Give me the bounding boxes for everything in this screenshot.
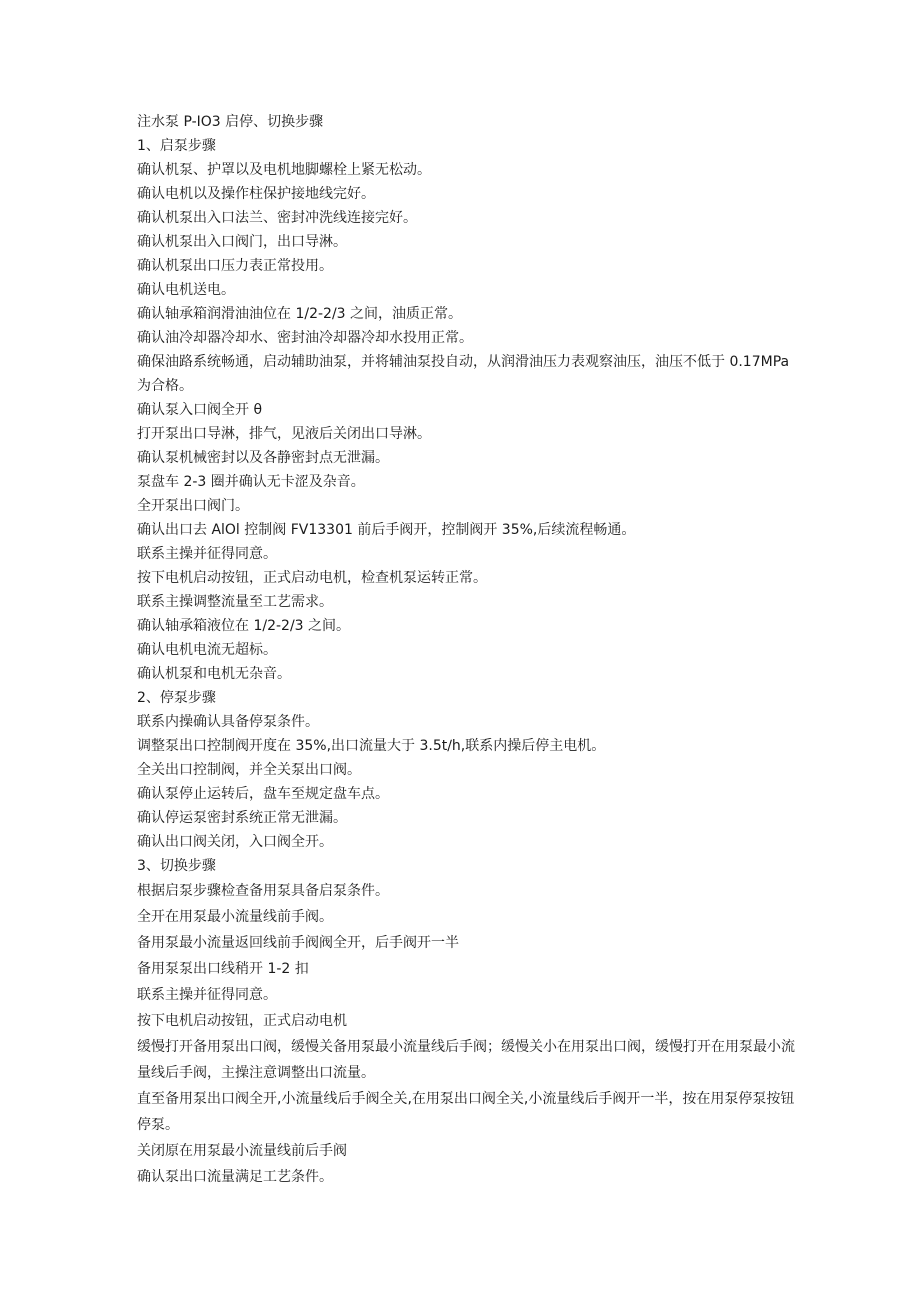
step-line: 确认电机送电。 bbox=[137, 282, 235, 298]
document-title: 注水泵 P-IO3 启停、切换步骤 bbox=[137, 114, 324, 130]
step-line: 确认泵停止运转后，盘车至规定盘车点。 bbox=[137, 786, 389, 802]
step-line: 确认泵出口流量满足工艺条件。 bbox=[137, 1169, 333, 1185]
step-line: 确认出口阀关闭，入口阀全开。 bbox=[137, 834, 333, 850]
step-line: 备用泵最小流量返回线前手阀阀全开，后手阀开一半 bbox=[137, 935, 459, 951]
section-heading-switch: 3、切换步骤 bbox=[137, 858, 216, 874]
step-line: 全关出口控制阀，并全关泵出口阀。 bbox=[137, 762, 361, 778]
step-line: 确认出口去 AlOl 控制阀 FV13301 前后手阀开，控制阀开 35%,后续流程畅通。 bbox=[137, 522, 636, 538]
step-line: 调整泵出口控制阀开度在 35%,出口流量大于 3.5t∕h,联系内操后停主电机。 bbox=[137, 738, 606, 754]
step-line: 确认机泵出入口阀门，出口导淋。 bbox=[137, 234, 347, 250]
step-line: 根据启泵步骤检查备用泵具备启泵条件。 bbox=[137, 883, 389, 899]
section-heading-stop: 2、停泵步骤 bbox=[137, 690, 216, 706]
step-line: 泵盘车 2-3 圈并确认无卡涩及杂音。 bbox=[137, 474, 365, 490]
step-line: 确认机泵、护罩以及电机地脚螺栓上紧无松动。 bbox=[137, 162, 431, 178]
step-line: 缓慢打开备用泵出口阀，缓慢关备用泵最小流量线后手阀；缓慢关小在用泵出口阀，缓慢打开在用泵最小流量线后手阀，主操注意调整出口流量。 bbox=[137, 1039, 795, 1081]
step-line: 确认停运泵密封系统正常无泄漏。 bbox=[137, 810, 347, 826]
step-line: 备用泵泵出口线稍开 1-2 扣 bbox=[137, 961, 309, 977]
section-heading-start: 1、启泵步骤 bbox=[137, 138, 216, 154]
step-line: 全开在用泵最小流量线前手阀。 bbox=[137, 909, 333, 925]
step-line: 联系内操确认具备停泵条件。 bbox=[137, 714, 319, 730]
step-line: 关闭原在用泵最小流量线前后手阀 bbox=[137, 1143, 347, 1159]
step-line: 打开泵出口导淋，排气，见液后关闭出口导淋。 bbox=[137, 426, 431, 442]
document-body bbox=[137, 110, 797, 1190]
step-line: 联系主操并征得同意。 bbox=[137, 987, 277, 1003]
step-line: 确认电机以及操作柱保护接地线完好。 bbox=[137, 186, 375, 202]
step-line: 确认机泵出口压力表正常投用。 bbox=[137, 258, 333, 274]
step-line: 确认油冷却器冷却水、密封油冷却器冷却水投用正常。 bbox=[137, 330, 473, 346]
step-line: 联系主操调整流量至工艺需求。 bbox=[137, 594, 333, 610]
step-line: 确认机泵和电机无杂音。 bbox=[137, 666, 291, 682]
step-line: 确认泵机械密封以及各静密封点无泄漏。 bbox=[137, 450, 389, 466]
step-line: 确认机泵出入口法兰、密封冲洗线连接完好。 bbox=[137, 210, 417, 226]
step-line: 联系主操并征得同意。 bbox=[137, 546, 277, 562]
step-line: 确认轴承箱润滑油油位在 1/2-2/3 之间，油质正常。 bbox=[137, 306, 463, 322]
step-line: 直至备用泵出口阀全开,小流量线后手阀全关,在用泵出口阀全关,小流量线后手阀开一半，按在用泵停泵按钮停泵。 bbox=[137, 1091, 795, 1133]
step-line: 确认电机电流无超标。 bbox=[137, 642, 277, 658]
step-line: 全开泵出口阀门。 bbox=[137, 498, 249, 514]
step-line: 确认泵入口阀全开 θ bbox=[137, 402, 263, 418]
step-line: 确保油路系统畅通，启动辅助油泵，并将辅油泵投自动，从润滑油压力表观察油压，油压不低于 0.17MPa 为合格。 bbox=[137, 354, 790, 394]
step-line: 按下电机启动按钮，正式启动电机，检查机泵运转正常。 bbox=[137, 570, 487, 586]
step-line: 确认轴承箱液位在 1/2-2/3 之间。 bbox=[137, 618, 351, 634]
step-line: 按下电机启动按钮，正式启动电机 bbox=[137, 1013, 347, 1029]
